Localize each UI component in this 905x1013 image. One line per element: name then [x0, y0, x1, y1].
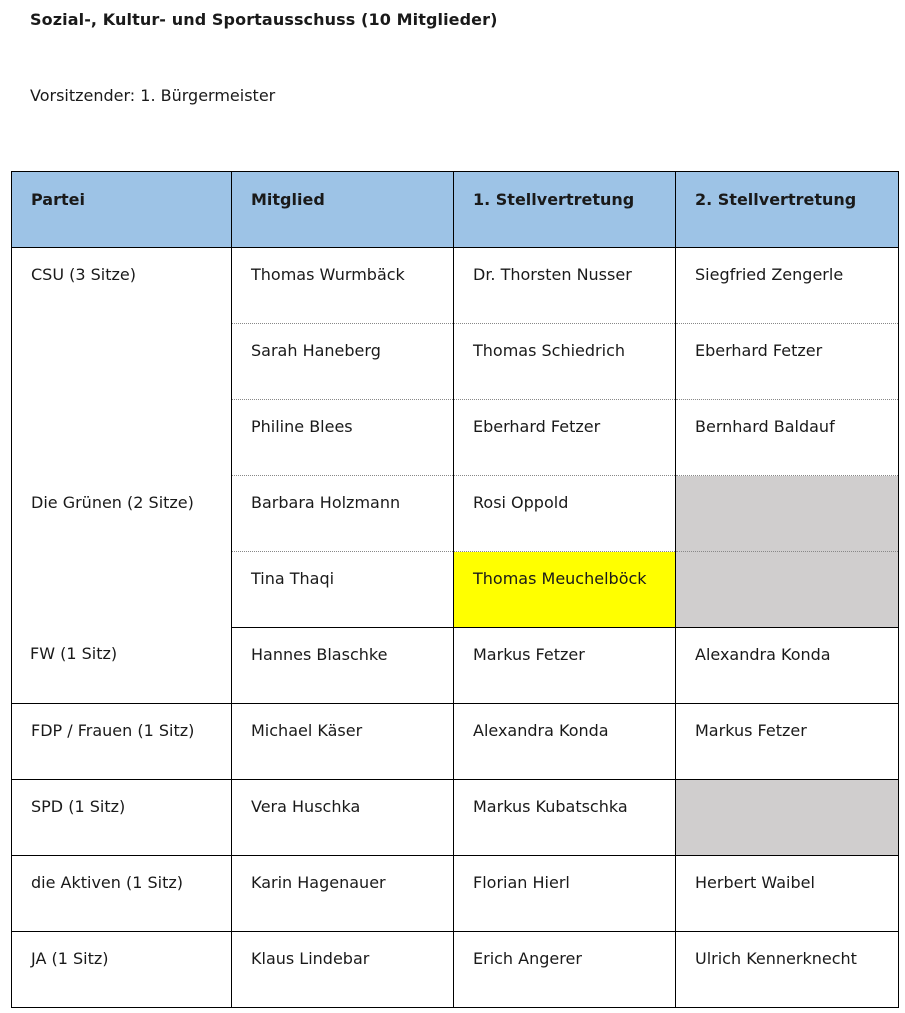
- deputy1-cell: Markus Kubatschka: [454, 780, 676, 856]
- deputy1-cell: Eberhard Fetzer: [454, 400, 676, 476]
- party-cell-fw: FW (1 Sitz): [30, 644, 118, 663]
- member-cell: Michael Käser: [232, 704, 454, 780]
- member-cell: Barbara Holzmann: [232, 476, 454, 552]
- deputy2-cell: Siegfried Zengerle: [676, 248, 899, 324]
- deputy2-cell: Eberhard Fetzer: [676, 324, 899, 400]
- party-cell-fdp: FDP / Frauen (1 Sitz): [12, 704, 232, 780]
- deputy2-cell: Markus Fetzer: [676, 704, 899, 780]
- table-row: [12, 704, 899, 780]
- member-cell: Tina Thaqi: [232, 552, 454, 628]
- empty-deputy2-cell: [676, 476, 899, 552]
- chair-line: Vorsitzender: 1. Bürgermeister: [30, 86, 276, 105]
- party-cell-gruene: Die Grünen (2 Sitze): [12, 476, 232, 704]
- deputy1-cell: Thomas Schiedrich: [454, 324, 676, 400]
- empty-deputy2-cell: [676, 552, 899, 628]
- member-cell: Karin Hagenauer: [232, 856, 454, 932]
- party-cell-ja: JA (1 Sitz): [12, 932, 232, 1008]
- table-row: [12, 476, 899, 552]
- member-cell: Vera Huschka: [232, 780, 454, 856]
- deputy1-cell: Markus Fetzer: [454, 628, 676, 704]
- deputy1-cell: Dr. Thorsten Nusser: [454, 248, 676, 324]
- member-cell: Klaus Lindebar: [232, 932, 454, 1008]
- page-title: Sozial-, Kultur- und Sportausschuss (10 Mitglieder): [30, 10, 498, 29]
- member-cell: Thomas Wurmbäck: [232, 248, 454, 324]
- deputy2-cell: Ulrich Kennerknecht: [676, 932, 899, 1008]
- header-deputy-1: 1. Stellvertretung: [454, 172, 676, 248]
- party-cell-spd: SPD (1 Sitz): [12, 780, 232, 856]
- deputy1-cell: Rosi Oppold: [454, 476, 676, 552]
- header-deputy-2: 2. Stellvertretung: [676, 172, 899, 248]
- deputy2-cell: Alexandra Konda: [676, 628, 899, 704]
- deputy1-cell: Florian Hierl: [454, 856, 676, 932]
- party-cell-csu: CSU (3 Sitze): [12, 248, 232, 476]
- deputy1-cell: Erich Angerer: [454, 932, 676, 1008]
- committee-table: [11, 171, 899, 1008]
- table-row: [12, 780, 899, 856]
- table-row: [12, 248, 899, 324]
- highlighted-deputy1-cell: Thomas Meuchelböck: [454, 552, 676, 628]
- member-cell: Philine Blees: [232, 400, 454, 476]
- table-header-row: [12, 172, 899, 248]
- member-cell: Hannes Blaschke: [232, 628, 454, 704]
- deputy1-cell: Alexandra Konda: [454, 704, 676, 780]
- member-cell: Sarah Haneberg: [232, 324, 454, 400]
- empty-deputy2-cell: [676, 780, 899, 856]
- table-row: [12, 932, 899, 1008]
- party-cell-aktiven: die Aktiven (1 Sitz): [12, 856, 232, 932]
- header-member: Mitglied: [232, 172, 454, 248]
- deputy2-cell: Herbert Waibel: [676, 856, 899, 932]
- deputy2-cell: Bernhard Baldauf: [676, 400, 899, 476]
- table-row: [12, 856, 899, 932]
- header-party: Partei: [12, 172, 232, 248]
